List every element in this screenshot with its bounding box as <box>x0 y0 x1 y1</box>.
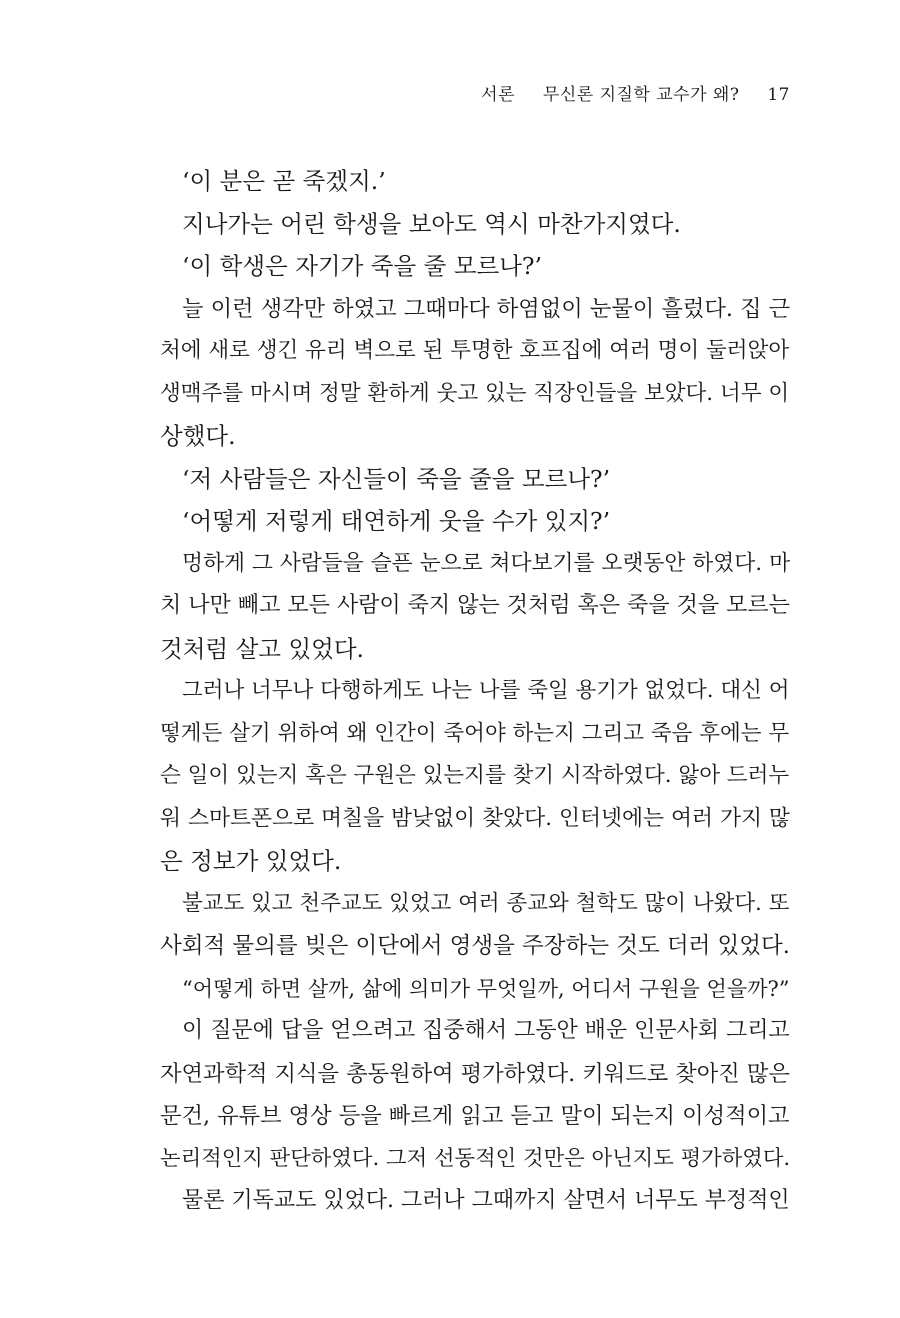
text-line: 치 나만 빼고 모든 사람이 죽지 않는 것처럼 혹은 죽을 것을 모르는 <box>160 593 790 618</box>
text-line: 슨 일이 있는지 혹은 구원은 있는지를 찾기 시작하였다. 앓아 드러누 <box>160 763 790 788</box>
text-line: 떻게든 살기 위하여 왜 인간이 죽어야 하는지 그리고 죽음 후에는 무 <box>160 720 790 746</box>
text-line: 불교도 있고 천주교도 있었고 여러 종교와 철학도 많이 나왔다. 또 <box>182 890 790 916</box>
body-text <box>160 160 790 1223</box>
text-line: 자연과학적 지식을 총동원하여 평가하였다. 키워드로 찾아진 많은 <box>160 1060 790 1087</box>
text-line: 물론 기독교도 있었다. 그러나 그때까지 살면서 너무도 부정적인 <box>182 1188 790 1213</box>
text-line: 것처럼 살고 있었다. <box>160 634 365 663</box>
text-line: 그러나 너무나 다행하게도 나는 나를 죽일 용기가 없었다. 대신 어 <box>182 678 790 703</box>
text-line: 늘 이런 생각만 하였고 그때마다 하염없이 눈물이 흘렀다. 집 근 <box>182 295 791 322</box>
text-line: 멍하게 그 사람들을 슬픈 눈으로 쳐다보기를 오랫동안 하였다. 마 <box>182 550 791 576</box>
text-line: ‘이 학생은 자기가 죽을 줄 모르나?’ <box>182 252 543 280</box>
text-line: 사회적 물의를 빚은 이단에서 영생을 주장하는 것도 더러 있었다. <box>160 933 790 959</box>
running-header <box>481 80 790 105</box>
text-line: 은 정보가 있었다. <box>160 847 342 875</box>
text-line: 문건, 유튜브 영상 등을 빠르게 읽고 듣고 말이 되는지 이성적이고 <box>160 1103 790 1129</box>
page-number: 17 <box>767 85 790 105</box>
text-line: 이 질문에 답을 얻으려고 집중해서 그동안 배운 인문사회 그리고 <box>182 1018 790 1043</box>
section-title: 서론 <box>481 85 515 105</box>
text-line: 지나가는 어린 학생을 보아도 역시 마찬가지였다. <box>182 209 681 238</box>
text-line: 상했다. <box>160 422 236 450</box>
text-line: 논리적인지 판단하였다. 그저 선동적인 것만은 아닌지도 평가하였다. <box>160 1145 791 1171</box>
text-line: 생맥주를 마시며 정말 환하게 웃고 있는 직장인들을 보았다. 너무 이 <box>160 380 790 406</box>
text-line: ‘이 분은 곧 죽겠지.’ <box>182 167 386 195</box>
text-line: ‘어떻게 저렇게 태연하게 웃을 수가 있지?’ <box>182 507 611 535</box>
chapter-title: 무신론 지질학 교수가 왜? <box>542 85 740 105</box>
text-line: ‘저 사람들은 자신들이 죽을 줄을 모르나?’ <box>182 464 611 493</box>
text-line: 워 스마트폰으로 며칠을 밤낮없이 찾았다. 인터넷에는 여러 가지 많 <box>160 805 790 831</box>
text-line: “어떻게 하면 살까, 삶에 의미가 무엇일까, 어디서 구원을 얻을까?” <box>182 975 790 1001</box>
text-line: 처에 새로 생긴 유리 벽으로 된 투명한 호프집에 여러 명이 둘러앉아 <box>160 338 790 363</box>
